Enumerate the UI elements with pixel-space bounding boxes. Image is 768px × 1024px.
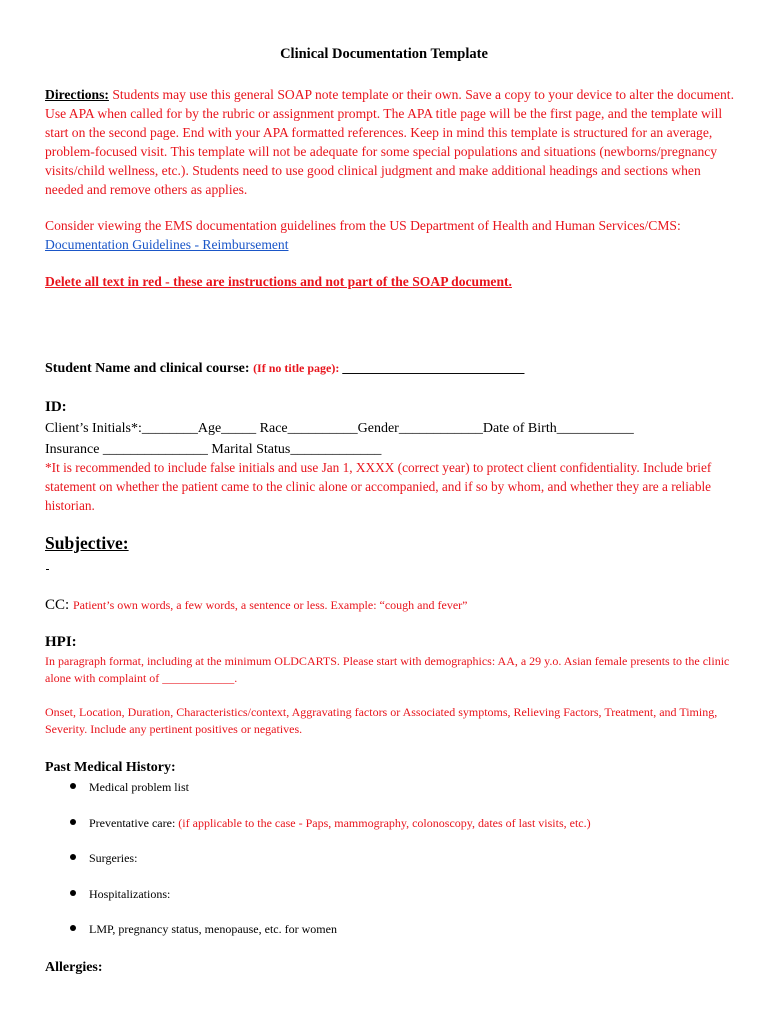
consider-paragraph <box>45 216 735 254</box>
bullet-icon <box>70 854 76 860</box>
student-name-label: Student Name and clinical course: <box>45 361 254 376</box>
blank-marker <box>46 569 49 570</box>
pmh-list <box>45 779 735 957</box>
consider-text: Consider viewing the EMS documentation guidelines from the US Department of Health and Human Services/CMS: <box>45 218 681 233</box>
student-name-blank[interactable]: __________________________ <box>342 361 525 376</box>
hpi-text-2: Onset, Location, Duration, Characteristics/context, Aggravating factors or Associated symptoms, Relieving Factors, Treatment, and Timing, Severity. Include any pertinent positives or negatives. <box>45 705 718 736</box>
bullet-icon <box>70 783 76 789</box>
bullet-icon <box>70 925 76 931</box>
cc-label: CC: <box>45 597 73 613</box>
list-item <box>45 886 735 922</box>
pmh-item-label: LMP, pregnancy status, menopause, etc. for women <box>89 922 337 936</box>
document-title: Clinical Documentation Template <box>280 46 488 62</box>
directions-text: Students may use this general SOAP note template or their own. Save a copy to your device to alter the document. Use APA when called for by the rubric or assignment prompt. The APA title page will be the first page, and the template will start on the second page. End with your APA formatted references. Keep in mind this template is structured for an average, problem-focused visit. This template will not be adequate for some special populations and situations (newborns/pregnancy visits/child wellness, etc.). Students need to use good clinical judgment and make additional headings and sections when needed and remove others as applies. <box>45 87 734 197</box>
list-item <box>45 815 735 851</box>
id-note: *It is recommended to include false initials and use Jan 1, XXXX (correct year) to protect client confidentiality. Include brief statement on whether the patient came to the clinic alone or accompanied, and if so by whom, and whether they are a reliable historian. <box>45 460 712 513</box>
hpi-heading: HPI: <box>45 634 77 650</box>
allergies-heading: Allergies: <box>45 960 103 975</box>
cc-text: Patient’s own words, a few words, a sentence or less. Example: “cough and fever” <box>72 598 468 612</box>
cc-line <box>45 595 735 615</box>
id-line-1[interactable]: Client’s Initials*:________Age_____ Race__________Gender____________Date of Birth___________ <box>45 421 634 436</box>
subjective-heading: Subjective: <box>45 533 129 553</box>
hpi-text-1: In paragraph format, including at the minimum OLDCARTS. Please start with demographics: AA, a 29 y.o. Asian female presents to the clinic alone with complaint of ____________. <box>45 654 730 685</box>
bullet-icon <box>70 819 76 825</box>
id-line-2[interactable]: Insurance _______________ Marital Status_____________ <box>45 442 382 457</box>
list-item <box>45 921 735 957</box>
student-name-hint: (If no title page): <box>253 361 343 375</box>
pmh-item-label: Surgeries: <box>89 851 138 865</box>
pmh-item-label: Medical problem list <box>89 780 189 794</box>
student-name-line <box>45 359 735 378</box>
pmh-heading: Past Medical History: <box>45 760 176 775</box>
list-item <box>45 850 735 886</box>
bullet-icon <box>70 890 76 896</box>
delete-note: Delete all text in red - these are instructions and not part of the SOAP document. <box>45 274 512 289</box>
list-item <box>45 779 735 815</box>
directions-label: Directions: <box>45 87 109 102</box>
pmh-item-label: Hospitalizations: <box>89 886 171 901</box>
pmh-item-label: Preventative care: <box>89 815 179 830</box>
directions-paragraph <box>45 85 735 199</box>
documentation-guidelines-link[interactable]: Documentation Guidelines - Reimbursement <box>45 237 289 252</box>
pmh-item-note: (if applicable to the case - Paps, mammography, colonoscopy, dates of last visits, etc.) <box>178 815 591 830</box>
id-heading: ID: <box>45 399 67 415</box>
